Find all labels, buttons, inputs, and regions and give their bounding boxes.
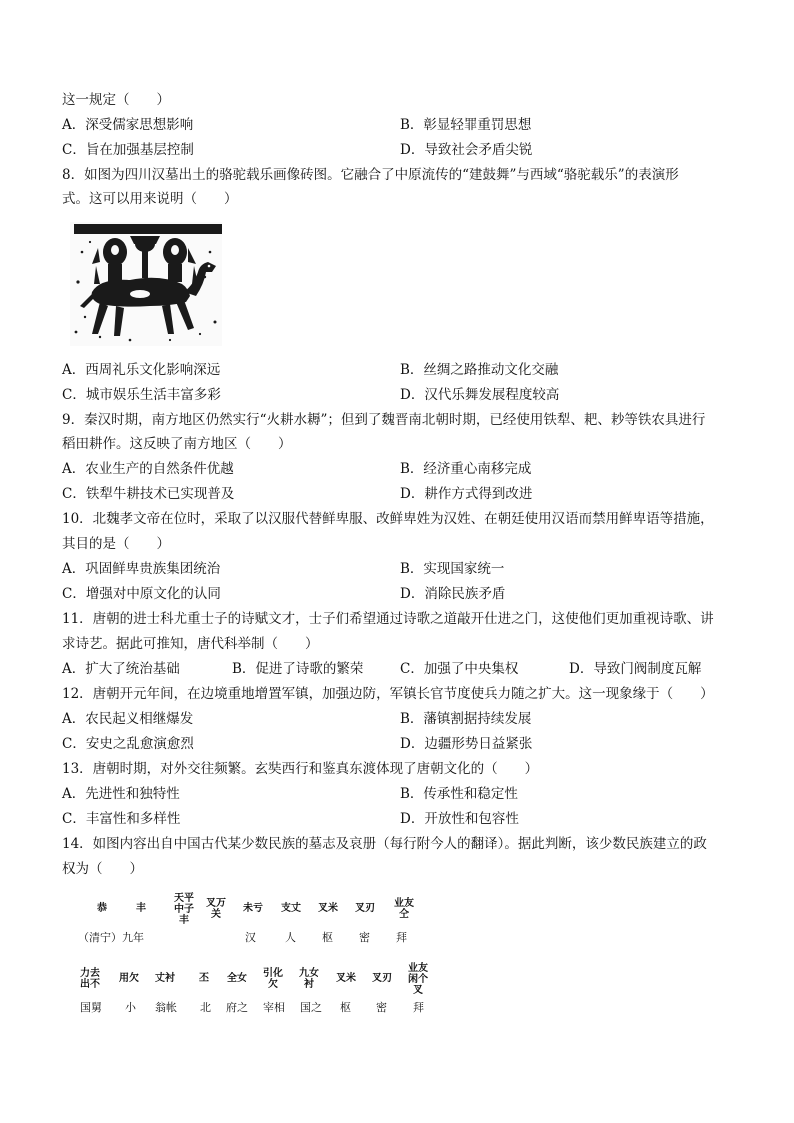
khitan-char: 业友 仝: [394, 898, 414, 920]
translation-word: 密: [376, 1001, 387, 1014]
translation-word: 北: [200, 1001, 211, 1014]
q14-stem-line1: 14．如图内容出自中国古代某少数民族的墓志及哀册（每行附今人的翻译）。据此判断，该少数民族建立的政: [62, 836, 707, 852]
q9-stem-line1: 9．秦汉时期，南方地区仍然实行“火耕水耨”；但到了魏晋南北朝时期，已经使用铁犁、耙、耖等铁农具进行: [62, 412, 706, 428]
q13-option-d[interactable]: D．开放性和包容性: [400, 811, 519, 827]
q7-option-d[interactable]: D．导致社会矛盾尖锐: [400, 142, 533, 158]
khitan-char: 天平 中子 丰: [174, 893, 194, 926]
q8-option-b[interactable]: B．丝绸之路推动文化交融: [400, 362, 559, 378]
q12-option-c[interactable]: C．安史之乱愈演愈烈: [62, 736, 194, 752]
translation-word: 密: [359, 931, 370, 944]
khitan-char: 叉米: [318, 903, 338, 914]
q13-stem: 13．唐朝时期，对外交往频繁。玄奘西行和鉴真东渡体现了唐朝文化的（ ）: [62, 761, 539, 777]
khitan-char: 支丈: [281, 903, 301, 914]
q8-stem-line1: 8．如图为四川汉墓出土的骆驼载乐画像砖图。它融合了中原流传的“建鼓舞”与西域“骆驼载乐”的表演形: [62, 167, 679, 183]
khitan-char: 用欠: [119, 973, 139, 984]
khitan-char: 叉刃: [372, 973, 392, 984]
q11-stem-line2: 求诗艺。据此可推知，唐代科举制（ ）: [62, 636, 319, 652]
q10-option-c[interactable]: C．增强对中原文化的认同: [62, 586, 221, 602]
translation-word: 人: [285, 931, 296, 944]
khitan-char: 未亏: [243, 903, 263, 914]
q12-stem: 12．唐朝开元年间，在边境重地增置军镇，加强边防，军镇长官节度使兵力随之扩大。这一现象缘于（ ）: [62, 686, 714, 702]
translation-word: 小: [125, 1001, 136, 1014]
translation-word: 枢: [340, 1001, 351, 1014]
q12-option-b[interactable]: B．藩镇割据持续发展: [400, 711, 532, 727]
q13-option-c[interactable]: C．丰富性和多样性: [62, 811, 181, 827]
q9-option-b[interactable]: B．经济重心南移完成: [400, 461, 532, 477]
q9-option-c[interactable]: C．铁犁牛耕技术已实现普及: [62, 486, 235, 502]
khitan-char: 九女 衬: [299, 968, 319, 990]
q11-option-b[interactable]: B．促进了诗歌的繁荣: [232, 661, 364, 677]
khitan-char: 叉米: [336, 973, 356, 984]
q8-option-a[interactable]: A．西周礼乐文化影响深远: [62, 362, 221, 378]
khitan-char: 恭: [97, 903, 107, 914]
translation-word: 宰相: [263, 1001, 285, 1014]
translation-word: 国之: [300, 1001, 322, 1014]
translation-word: 汉: [245, 931, 256, 944]
q7-option-a[interactable]: A．深受儒家思想影响: [62, 117, 194, 133]
q10-stem-line1: 10．北魏孝文帝在位时，采取了以汉服代替鲜卑服、改鲜卑姓为汉姓、在朝廷使用汉语而禁用鲜卑语等措施，: [62, 511, 714, 527]
q12-option-a[interactable]: A．农民起义相继爆发: [62, 711, 194, 727]
camel-music-brick-image: [70, 222, 222, 346]
translation-word: 国舅: [80, 1001, 102, 1014]
q8-stem-line2: 式。这可以用来说明（ ）: [62, 191, 238, 207]
q11-option-c[interactable]: C．加强了中央集权: [400, 661, 519, 677]
khitan-char: 业友 闲个 叉: [408, 963, 428, 996]
khitan-char: 全女: [227, 973, 247, 984]
q13-option-b[interactable]: B．传承性和稳定性: [400, 786, 518, 802]
q9-option-d[interactable]: D．耕作方式得到改进: [400, 486, 533, 502]
khitan-char: 丕: [199, 973, 209, 984]
khitan-char: 丈衬: [155, 973, 175, 984]
q8-option-c[interactable]: C．城市娱乐生活丰富多彩: [62, 387, 221, 403]
q7-option-c[interactable]: C．旨在加强基层控制: [62, 142, 194, 158]
khitan-char: 丰: [136, 903, 146, 914]
translation-word: 拜: [413, 1001, 424, 1014]
q9-stem-line2: 稻田耕作。这反映了南方地区（ ）: [62, 436, 292, 452]
q10-stem-line2: 其目的是（ ）: [62, 536, 170, 552]
translation-word: 枢: [322, 931, 333, 944]
q9-option-a[interactable]: A．农业生产的自然条件优越: [62, 461, 234, 477]
q10-option-d[interactable]: D．消除民族矛盾: [400, 586, 506, 602]
translation-word: 拜: [396, 931, 407, 944]
q11-stem-line1: 11．唐朝的进士科尤重士子的诗赋文才，士子们希望通过诗歌之道敲开仕进之门，这使他们更加重视诗歌、讲: [62, 611, 714, 627]
khitan-char: 叉万 关: [206, 898, 226, 920]
q10-option-a[interactable]: A．巩固鲜卑贵族集团统治: [62, 561, 221, 577]
translation-word: 府之: [226, 1001, 248, 1014]
q10-option-b[interactable]: B．实现国家统一: [400, 561, 505, 577]
q12-option-d[interactable]: D．边疆形势日益紧张: [400, 736, 533, 752]
translation-word: 翁帐: [155, 1001, 177, 1014]
translation-word: （清宁）九年: [78, 931, 144, 944]
q14-stem-line2: 权为（ ）: [62, 861, 143, 877]
q11-option-d[interactable]: D．导致门阀制度瓦解: [569, 661, 702, 677]
q7-stem-tail: 这一规定（ ）: [62, 92, 170, 108]
q7-option-b[interactable]: B．彰显轻罪重罚思想: [400, 117, 532, 133]
khitan-char: 引化 欠: [263, 968, 283, 990]
q8-option-d[interactable]: D．汉代乐舞发展程度较高: [400, 387, 560, 403]
khitan-char: 力去 出不: [80, 968, 100, 990]
q11-option-a[interactable]: A．扩大了统治基础: [62, 661, 180, 677]
q13-option-a[interactable]: A．先进性和独特性: [62, 786, 180, 802]
khitan-char: 叉刃: [355, 903, 375, 914]
